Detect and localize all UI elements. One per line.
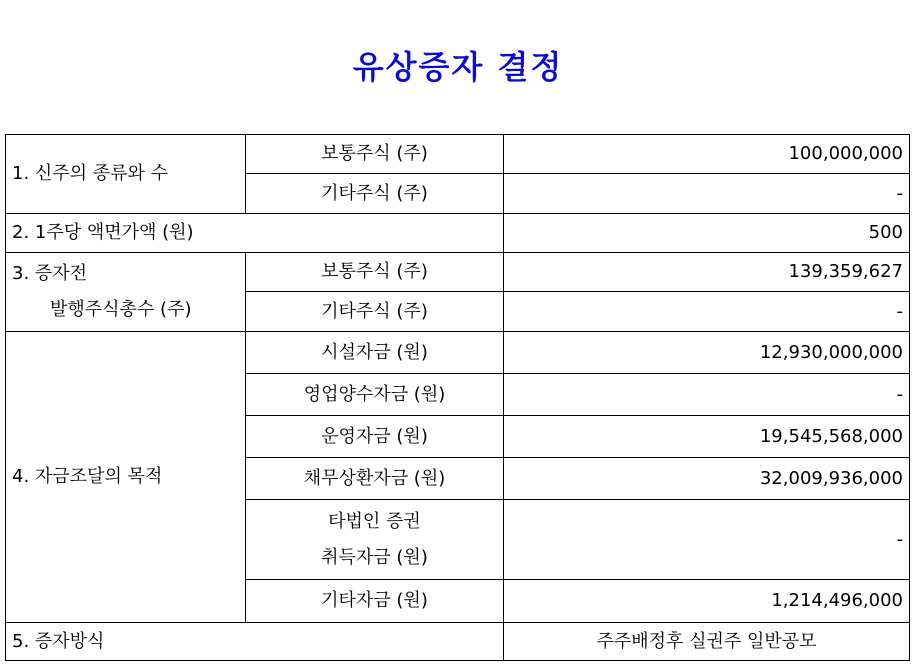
fund-item-value: 19,545,568,000: [504, 416, 910, 458]
row-label-fund-purpose: 4. 자금조달의 목적: [6, 332, 246, 623]
value-par-value: 500: [504, 214, 910, 253]
fund-item-label-line1: 타법인 증권: [328, 510, 421, 532]
fund-item-label: 채무상환자금 (원): [246, 458, 504, 500]
fund-item-label-line2: 취득자금 (원): [321, 546, 428, 568]
fund-item-value: 1,214,496,000: [504, 580, 910, 623]
row-label-line1: 3. 증자전: [12, 263, 88, 284]
row-label-shares-before: [6, 253, 246, 332]
fund-item-label: 운영자금 (원): [246, 416, 504, 458]
row-label-new-shares: 1. 신주의 종류와 수: [6, 135, 246, 214]
value-common: 139,359,627: [504, 253, 910, 292]
fund-item-value: 32,009,936,000: [504, 458, 910, 500]
sub-label-common: 보통주식 (주): [246, 135, 504, 174]
fund-item-value: -: [504, 500, 910, 580]
fund-item-label: 시설자금 (원): [246, 332, 504, 374]
value-other: -: [504, 174, 910, 214]
fund-item-value: -: [504, 374, 910, 416]
value-offering-method: 주주배정후 실권주 일반공모: [504, 623, 910, 661]
sub-label-other: 기타주식 (주): [246, 174, 504, 214]
fund-item-value: 12,930,000,000: [504, 332, 910, 374]
table-row: [6, 135, 910, 174]
row-label-par-value: 2. 1주당 액면가액 (원): [6, 214, 504, 253]
value-common: 100,000,000: [504, 135, 910, 174]
table-row: [6, 253, 910, 292]
page-title: 유상증자 결정: [352, 48, 564, 86]
fund-item-label: [246, 500, 504, 580]
row-label-line2: 발행주식총수 (주): [50, 299, 192, 320]
table-row: [6, 332, 910, 374]
row-label-offering-method: 5. 증자방식: [6, 623, 504, 661]
table-row: [6, 214, 910, 253]
fund-item-label: 기타자금 (원): [246, 580, 504, 623]
value-other: -: [504, 292, 910, 332]
table-row: [6, 623, 910, 661]
sub-label-common: 보통주식 (주): [246, 253, 504, 292]
disclosure-table: [5, 134, 910, 661]
fund-item-label: 영업양수자금 (원): [246, 374, 504, 416]
sub-label-other: 기타주식 (주): [246, 292, 504, 332]
